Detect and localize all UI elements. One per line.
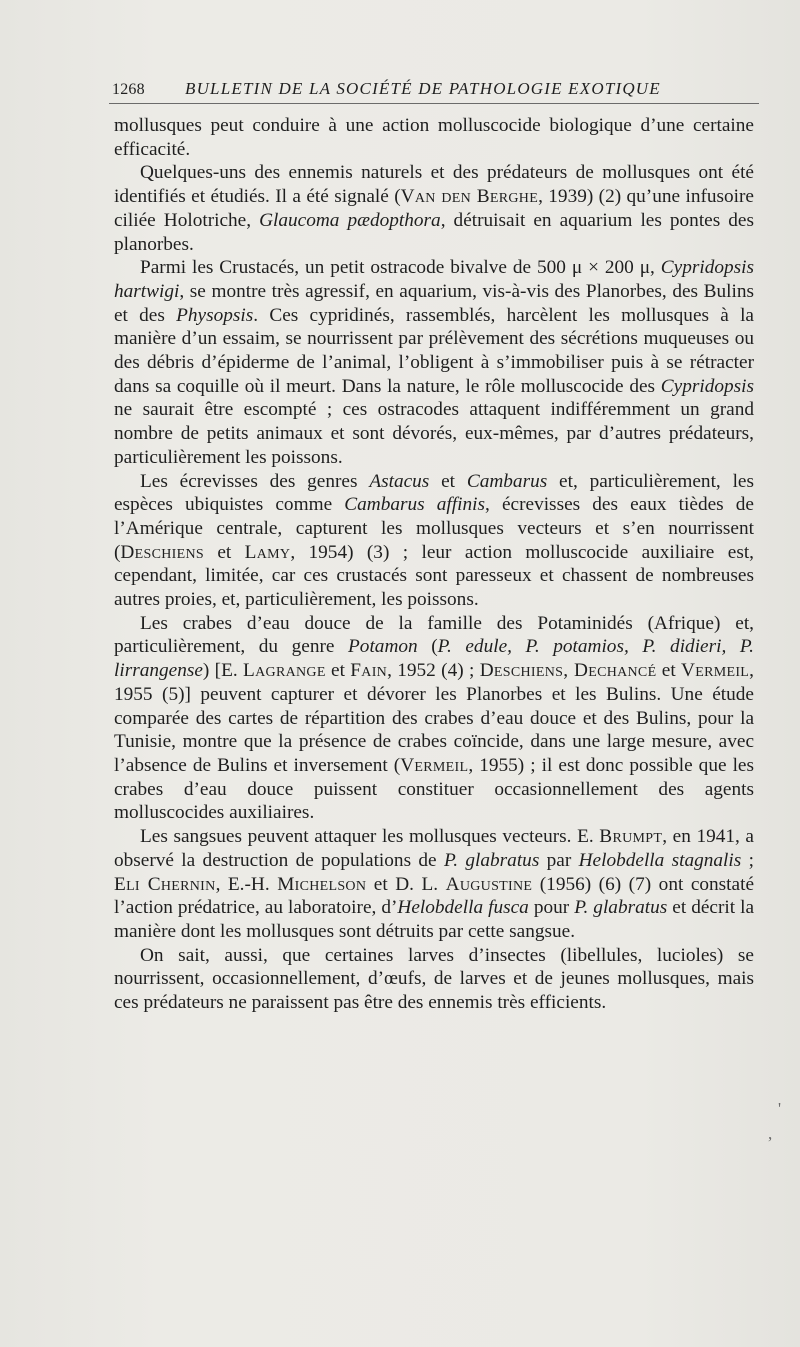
author-name: Deschiens xyxy=(120,541,204,563)
author-name: Deschiens, Dechancé xyxy=(479,660,657,682)
author-name: Brumpt xyxy=(599,826,663,848)
text-run: On sait, aussi, que certaines larves d’insectes (libellules, lucioles) se nourrissent, occasionnellement, d’œufs, de larves et de jeunes mollusques, mais ces prédateurs ne paraissent pas être des ennemis très efficients. xyxy=(114,944,754,1014)
header-rule xyxy=(109,103,759,104)
author-name: Vermeil xyxy=(681,660,750,682)
italic-term: Glaucoma pædopthora xyxy=(259,209,441,231)
text-run: et décrit la manière dont les mollusques sont détruits par cette sangsue. xyxy=(114,897,755,942)
text-run: et xyxy=(656,660,682,682)
paragraph xyxy=(114,825,754,944)
page-number: 1268 xyxy=(112,81,145,98)
italic-term: Helobdella fusca xyxy=(397,897,529,919)
text-run: ; xyxy=(741,849,754,871)
paragraph xyxy=(114,612,754,825)
text-run: (1956) (6) (7) ont constaté l’action prédatrice, au laboratoire, d’ xyxy=(114,873,755,919)
text-run: et D. L. xyxy=(366,873,446,895)
body-text xyxy=(114,114,754,1015)
author-name: Vermeil xyxy=(400,754,469,776)
paragraph xyxy=(114,944,754,1015)
text-run: , 1952 (4) ; xyxy=(387,660,480,682)
text-run: Les écrevisses des genres xyxy=(140,470,370,492)
text-run: , se montre très agressif, en aquarium, vis-à-vis des Planorbes, des Bulins et des xyxy=(114,280,754,326)
text-run: , E.-H. xyxy=(215,873,278,895)
author-name: Michelson xyxy=(277,873,367,895)
italic-term: Cambarus xyxy=(466,470,548,492)
text-run: , en 1941, a observé la destruction de populations de xyxy=(114,826,754,871)
text-run: et xyxy=(429,470,467,492)
italic-term: Cambarus affinis xyxy=(344,494,485,516)
author-name: Van den Berghe xyxy=(400,186,539,208)
text-run: pour xyxy=(528,897,575,919)
text-run: , 1955 (5)] peuvent capturer et dévorer les Planorbes et les Bulins. Une étude comparée des cartes de répartition des crabes d’eau douce et des Bulins, pour la Tunisie, montre que la présence de crabes coïncide, dans une large mesure, avec l’absence de Bulins et inversement ( xyxy=(114,660,754,776)
text-run: mollusques peut conduire à une action molluscocide biologique d’une certaine efficacité. xyxy=(114,115,754,160)
text-run: , 1939) (2) qu’une infusoire ciliée Holotriche, xyxy=(114,186,754,231)
author-name: Fain xyxy=(350,660,388,682)
text-run: , détruisait en aquarium les pontes des planorbes. xyxy=(114,209,754,255)
text-run: et, particulièrement, les espèces ubiquistes comme xyxy=(114,470,754,516)
text-run: et xyxy=(203,541,245,563)
text-run: Les crabes d’eau douce de la famille des Potaminidés (Afrique) et, particulièrement, du genre xyxy=(114,612,754,658)
text-run: ne saurait être escompté ; ces ostracodes attaquent indifféremment un grand nombre de petits animaux et sont dévorés, eux-mêmes, par d’autres prédateurs, particulièrement les poissons. xyxy=(114,399,754,468)
paragraph xyxy=(114,256,754,469)
text-run: ) [E. xyxy=(202,660,244,682)
italic-term: Physopsis xyxy=(176,304,254,326)
text-run: Les sangsues peuvent attaquer les mollusques vecteurs. E. xyxy=(140,826,600,848)
paragraph xyxy=(114,470,754,612)
margin-mark: , xyxy=(768,1124,773,1143)
author-name: Lagrange xyxy=(243,660,326,682)
paragraph xyxy=(114,114,754,161)
italic-term: Cypridopsis hartwigi xyxy=(114,257,754,302)
italic-term: Potamon xyxy=(348,636,418,658)
text-run: , 1954) (3) ; leur action molluscocide auxiliaire est, cependant, limitée, car ces crustacés sont paresseux et chassent de nombreuses autres proies, et, particulièrement, les poissons. xyxy=(114,541,754,611)
italic-term: Helobdella stagnalis xyxy=(578,849,742,871)
italic-term: Astacus xyxy=(369,470,430,492)
text-run: Quelques-uns des ennemis naturels et des prédateurs de mollusques ont été identifiés et étudiés. Il a été signalé ( xyxy=(114,162,754,208)
text-run: , 1955) ; il est donc possible que les crabes d’eau douce puissent constituer occasionnellement des agents molluscocides auxiliaires. xyxy=(114,754,754,824)
text-run: , écrevisses des eaux tièdes de l’Amérique centrale, capturent les mollusques vecteurs et s’en nourrissent ( xyxy=(114,494,754,563)
italic-term: P. glabratus xyxy=(443,849,540,871)
author-name: Lamy xyxy=(244,541,291,563)
italic-term: P. glabratus xyxy=(574,897,668,919)
page-header xyxy=(112,78,757,104)
paragraph xyxy=(114,161,754,256)
text-run: Parmi les Crustacés, un petit ostracode bivalve de 500 μ × 200 μ, xyxy=(140,257,661,279)
margin-mark: ' xyxy=(778,1099,782,1118)
text-run: et xyxy=(325,660,351,682)
text-run: ( xyxy=(417,636,438,658)
italic-term: Cypridopsis xyxy=(660,375,754,397)
italic-term: P. edule, P. potamios, P. didieri, P. lirrangense xyxy=(114,636,754,682)
text-run: par xyxy=(539,849,579,871)
author-name: Augustine xyxy=(445,873,533,895)
text-run: . Ces cypridinés, rassemblés, harcèlent les mollusques à la manière d’un essaim, se nourrissent par prélèvement des sécrétions muqueuses ou des débris d’épiderme de l’animal, l’obligent à s’immobiliser puis à se rétracter dans sa coquille où il meurt. Dans la nature, le rôle molluscocide des xyxy=(114,304,754,397)
running-title: BULLETIN DE LA SOCIÉTÉ DE PATHOLOGIE EXOTIQUE xyxy=(185,79,661,98)
author-name: Eli Chernin xyxy=(114,873,216,895)
